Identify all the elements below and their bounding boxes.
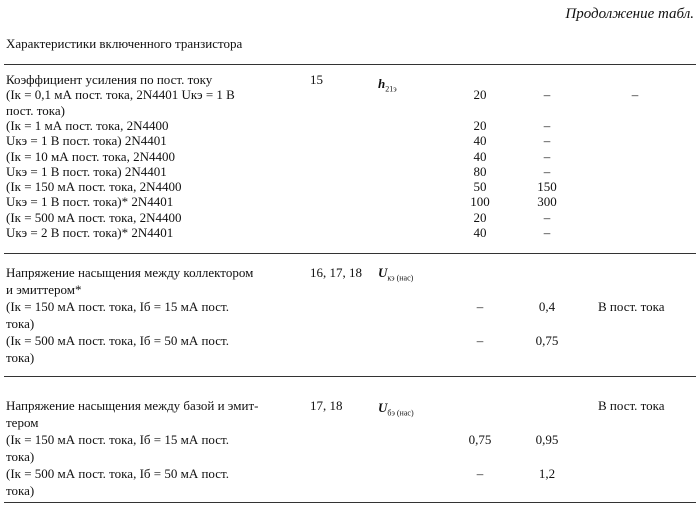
value-min: – [476, 333, 484, 348]
row-description: и эмиттером* [6, 282, 82, 297]
symbol-subscript: бэ (нас) [387, 408, 414, 418]
row-description: (Iк = 150 мА пост. тока, Iб = 15 мА пост. [6, 432, 229, 447]
row-description: (Iк = 10 мА пост. тока, 2N4400 [6, 148, 175, 164]
value-typ: – [543, 225, 551, 240]
row-description: (Iк = 150 мА пост. тока, Iб = 15 мА пост. [6, 299, 229, 314]
row-description: Uкэ = 1 В пост. тока)* 2N4401 [6, 194, 174, 210]
value-typ: 0,4 [538, 299, 556, 314]
row-description: (Iк = 500 мА пост. тока, Iб = 50 мА пост. [6, 466, 229, 481]
table-row [0, 194, 700, 210]
value-typ: – [543, 209, 551, 225]
symbol-main: h [378, 76, 386, 91]
row-description: тока) [6, 316, 35, 331]
row-description: Напряжение насыщения между базой и эмит- [6, 398, 259, 413]
table-row [0, 483, 700, 499]
row-description: Uкэ = 1 В пост. тока) 2N4401 [6, 133, 167, 149]
table-row [0, 449, 700, 465]
row-description: (Iк = 500 мА пост. тока, Iб = 50 мА пост. [6, 333, 229, 348]
row-description: тока) [6, 449, 35, 464]
rule-1 [4, 253, 696, 254]
value-typ: – [543, 117, 551, 133]
symbol-main: U [378, 400, 388, 415]
row-description: (Iк = 0,1 мА пост. тока, 2N4401 Uкэ = 1 В [6, 87, 235, 103]
section-subtitle: Характеристики включенного транзистора [6, 36, 243, 51]
table-row [0, 103, 700, 119]
row-description: Коэффициент усиления по пост. току [6, 72, 213, 87]
table-row [0, 179, 700, 195]
value-min: 0,75 [468, 432, 492, 447]
table-row [0, 72, 700, 88]
value-min: – [476, 466, 484, 481]
table-row [0, 466, 700, 482]
value-min: 40 [473, 148, 487, 164]
table-row [0, 333, 700, 349]
row-description: Uкэ = 1 В пост. тока) 2N4401 [6, 163, 167, 179]
symbol-subscript: кэ (нас) [387, 273, 414, 283]
top-rule [4, 64, 696, 65]
value-min: 100 [470, 194, 490, 210]
table-row [0, 265, 700, 281]
notes-ref: 17, 18 [310, 398, 343, 413]
continuation-label: Продолжение табл. [565, 6, 694, 22]
value-typ: 150 [537, 179, 557, 195]
value-typ: 0,75 [535, 333, 559, 348]
notes-ref: 16, 17, 18 [310, 265, 362, 280]
bottom-rule [4, 502, 696, 503]
row-description: тока) [6, 483, 35, 498]
value-min: – [476, 299, 484, 314]
table-row [0, 164, 700, 180]
table-row [0, 415, 700, 431]
table-row [0, 149, 700, 165]
symbol-subscript: 21э [385, 84, 397, 94]
row-description: (Iк = 1 мА пост. тока, 2N4400 [6, 117, 169, 133]
rule-2 [4, 376, 696, 377]
row-description: тером [6, 415, 39, 430]
table-row [0, 432, 700, 448]
row-description: (Iк = 500 мА пост. тока, 2N4400 [6, 209, 182, 225]
unit-condition: В пост. тока [598, 398, 665, 413]
value-max: – [631, 87, 639, 103]
value-min: 80 [473, 163, 487, 179]
table-row [0, 133, 700, 149]
value-min: 50 [473, 179, 487, 195]
unit-condition: В пост. тока [598, 299, 665, 314]
table-row [0, 210, 700, 226]
table-row [0, 299, 700, 315]
value-typ: – [543, 133, 551, 149]
table-row [0, 316, 700, 332]
symbol-main: U [378, 265, 388, 280]
table-row [0, 282, 700, 298]
row-description: Напряжение насыщения между коллектором [6, 265, 254, 280]
notes-ref: 15 [310, 72, 323, 87]
value-min: 20 [473, 87, 487, 103]
row-description: Uкэ = 2 В пост. тока)* 2N4401 [6, 225, 174, 240]
value-min: 20 [473, 117, 487, 133]
value-min: 20 [473, 209, 487, 225]
value-typ: – [543, 148, 551, 164]
value-typ: 1,2 [538, 466, 556, 481]
table-row [0, 350, 700, 366]
table-row [0, 225, 700, 241]
table-row [0, 398, 700, 414]
value-min: 40 [473, 133, 487, 149]
value-typ: – [543, 163, 551, 179]
value-typ: 0,95 [535, 432, 559, 447]
row-description: пост. тока) [6, 102, 65, 118]
table-row [0, 118, 700, 134]
row-description: (Iк = 150 мА пост. тока, 2N4400 [6, 179, 182, 195]
value-min: 40 [473, 225, 487, 240]
row-description: тока) [6, 350, 35, 365]
table-row [0, 84, 700, 103]
value-typ: 300 [537, 194, 557, 210]
value-typ: – [543, 87, 551, 103]
